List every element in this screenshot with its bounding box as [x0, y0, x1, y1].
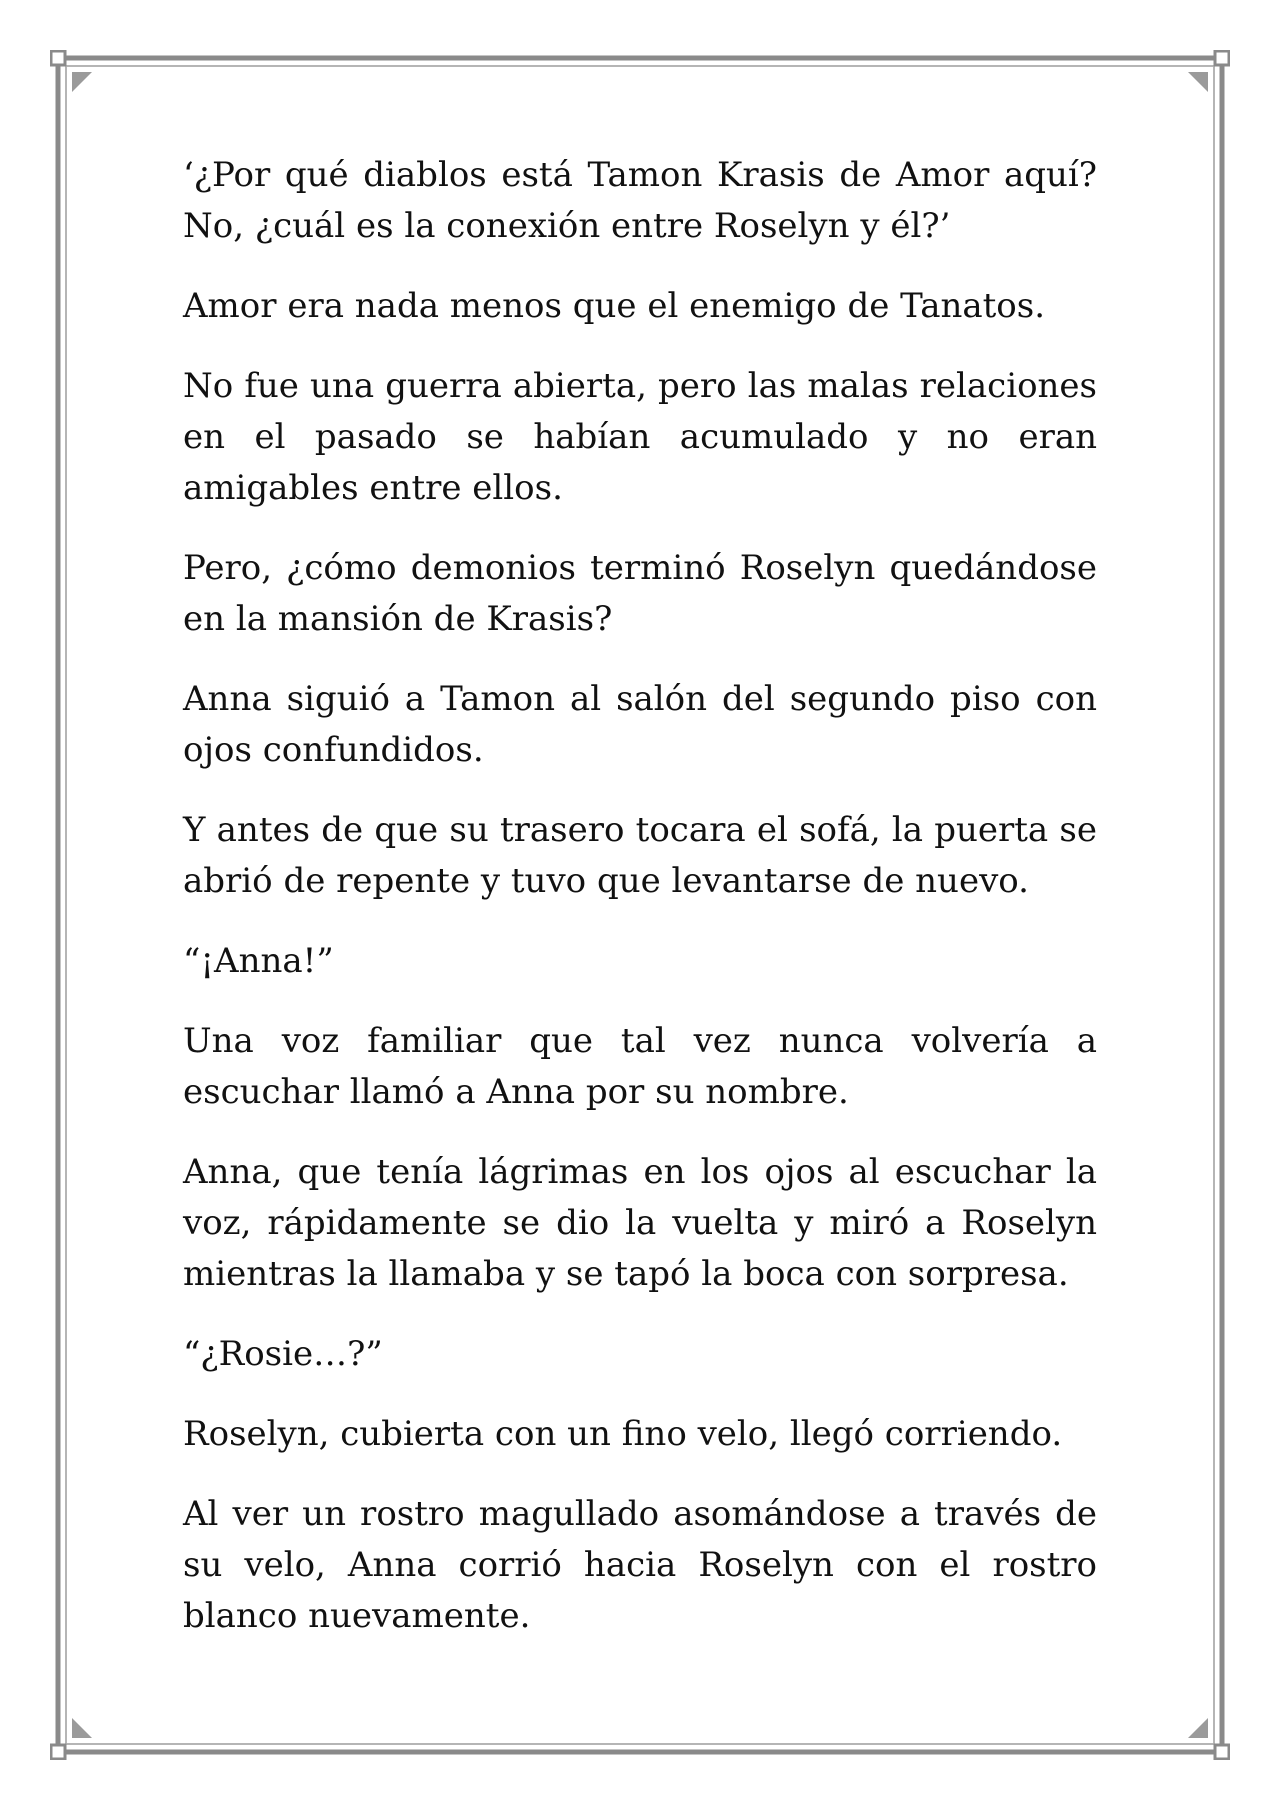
paragraph: Amor era nada menos que el enemigo de Tanatos.	[183, 286, 1046, 326]
paragraph: Anna, que tenía lágrimas en los ojos al escuchar la voz, rápidamente se dio la vuelta y miró a Roselyn mientras la llamaba y se tapó la boca con sorpresa.	[183, 1152, 1097, 1294]
paragraph: Pero, ¿cómo demonios terminó Roselyn quedándose en la mansión de Krasis?	[183, 548, 1097, 639]
paragraph: “¿Rosie…?”	[183, 1334, 383, 1374]
paragraph: ‘¿Por qué diablos está Tamon Krasis de Amor aquí? No, ¿cuál es la conexión entre Roselyn y él?’	[183, 155, 1097, 246]
paragraph: Roselyn, cubierta con un fino velo, llegó corriendo.	[183, 1414, 1063, 1454]
paragraph: No fue una guerra abierta, pero las malas relaciones en el pasado se habían acumulado y no eran amigables entre ellos.	[183, 366, 1097, 508]
page-content	[183, 150, 1097, 1671]
paragraph: Al ver un rostro magullado asomándose a través de su velo, Anna corrió hacia Roselyn con el rostro blanco nuevamente.	[183, 1494, 1097, 1636]
paragraph: Y antes de que su trasero tocara el sofá, la puerta se abrió de repente y tuvo que levantarse de nuevo.	[183, 810, 1097, 901]
paragraph: Una voz familiar que tal vez nunca volvería a escuchar llamó a Anna por su nombre.	[183, 1021, 1097, 1112]
paragraph: Anna siguió a Tamon al salón del segundo piso con ojos confundidos.	[183, 679, 1097, 770]
paragraph: “¡Anna!”	[183, 941, 334, 981]
